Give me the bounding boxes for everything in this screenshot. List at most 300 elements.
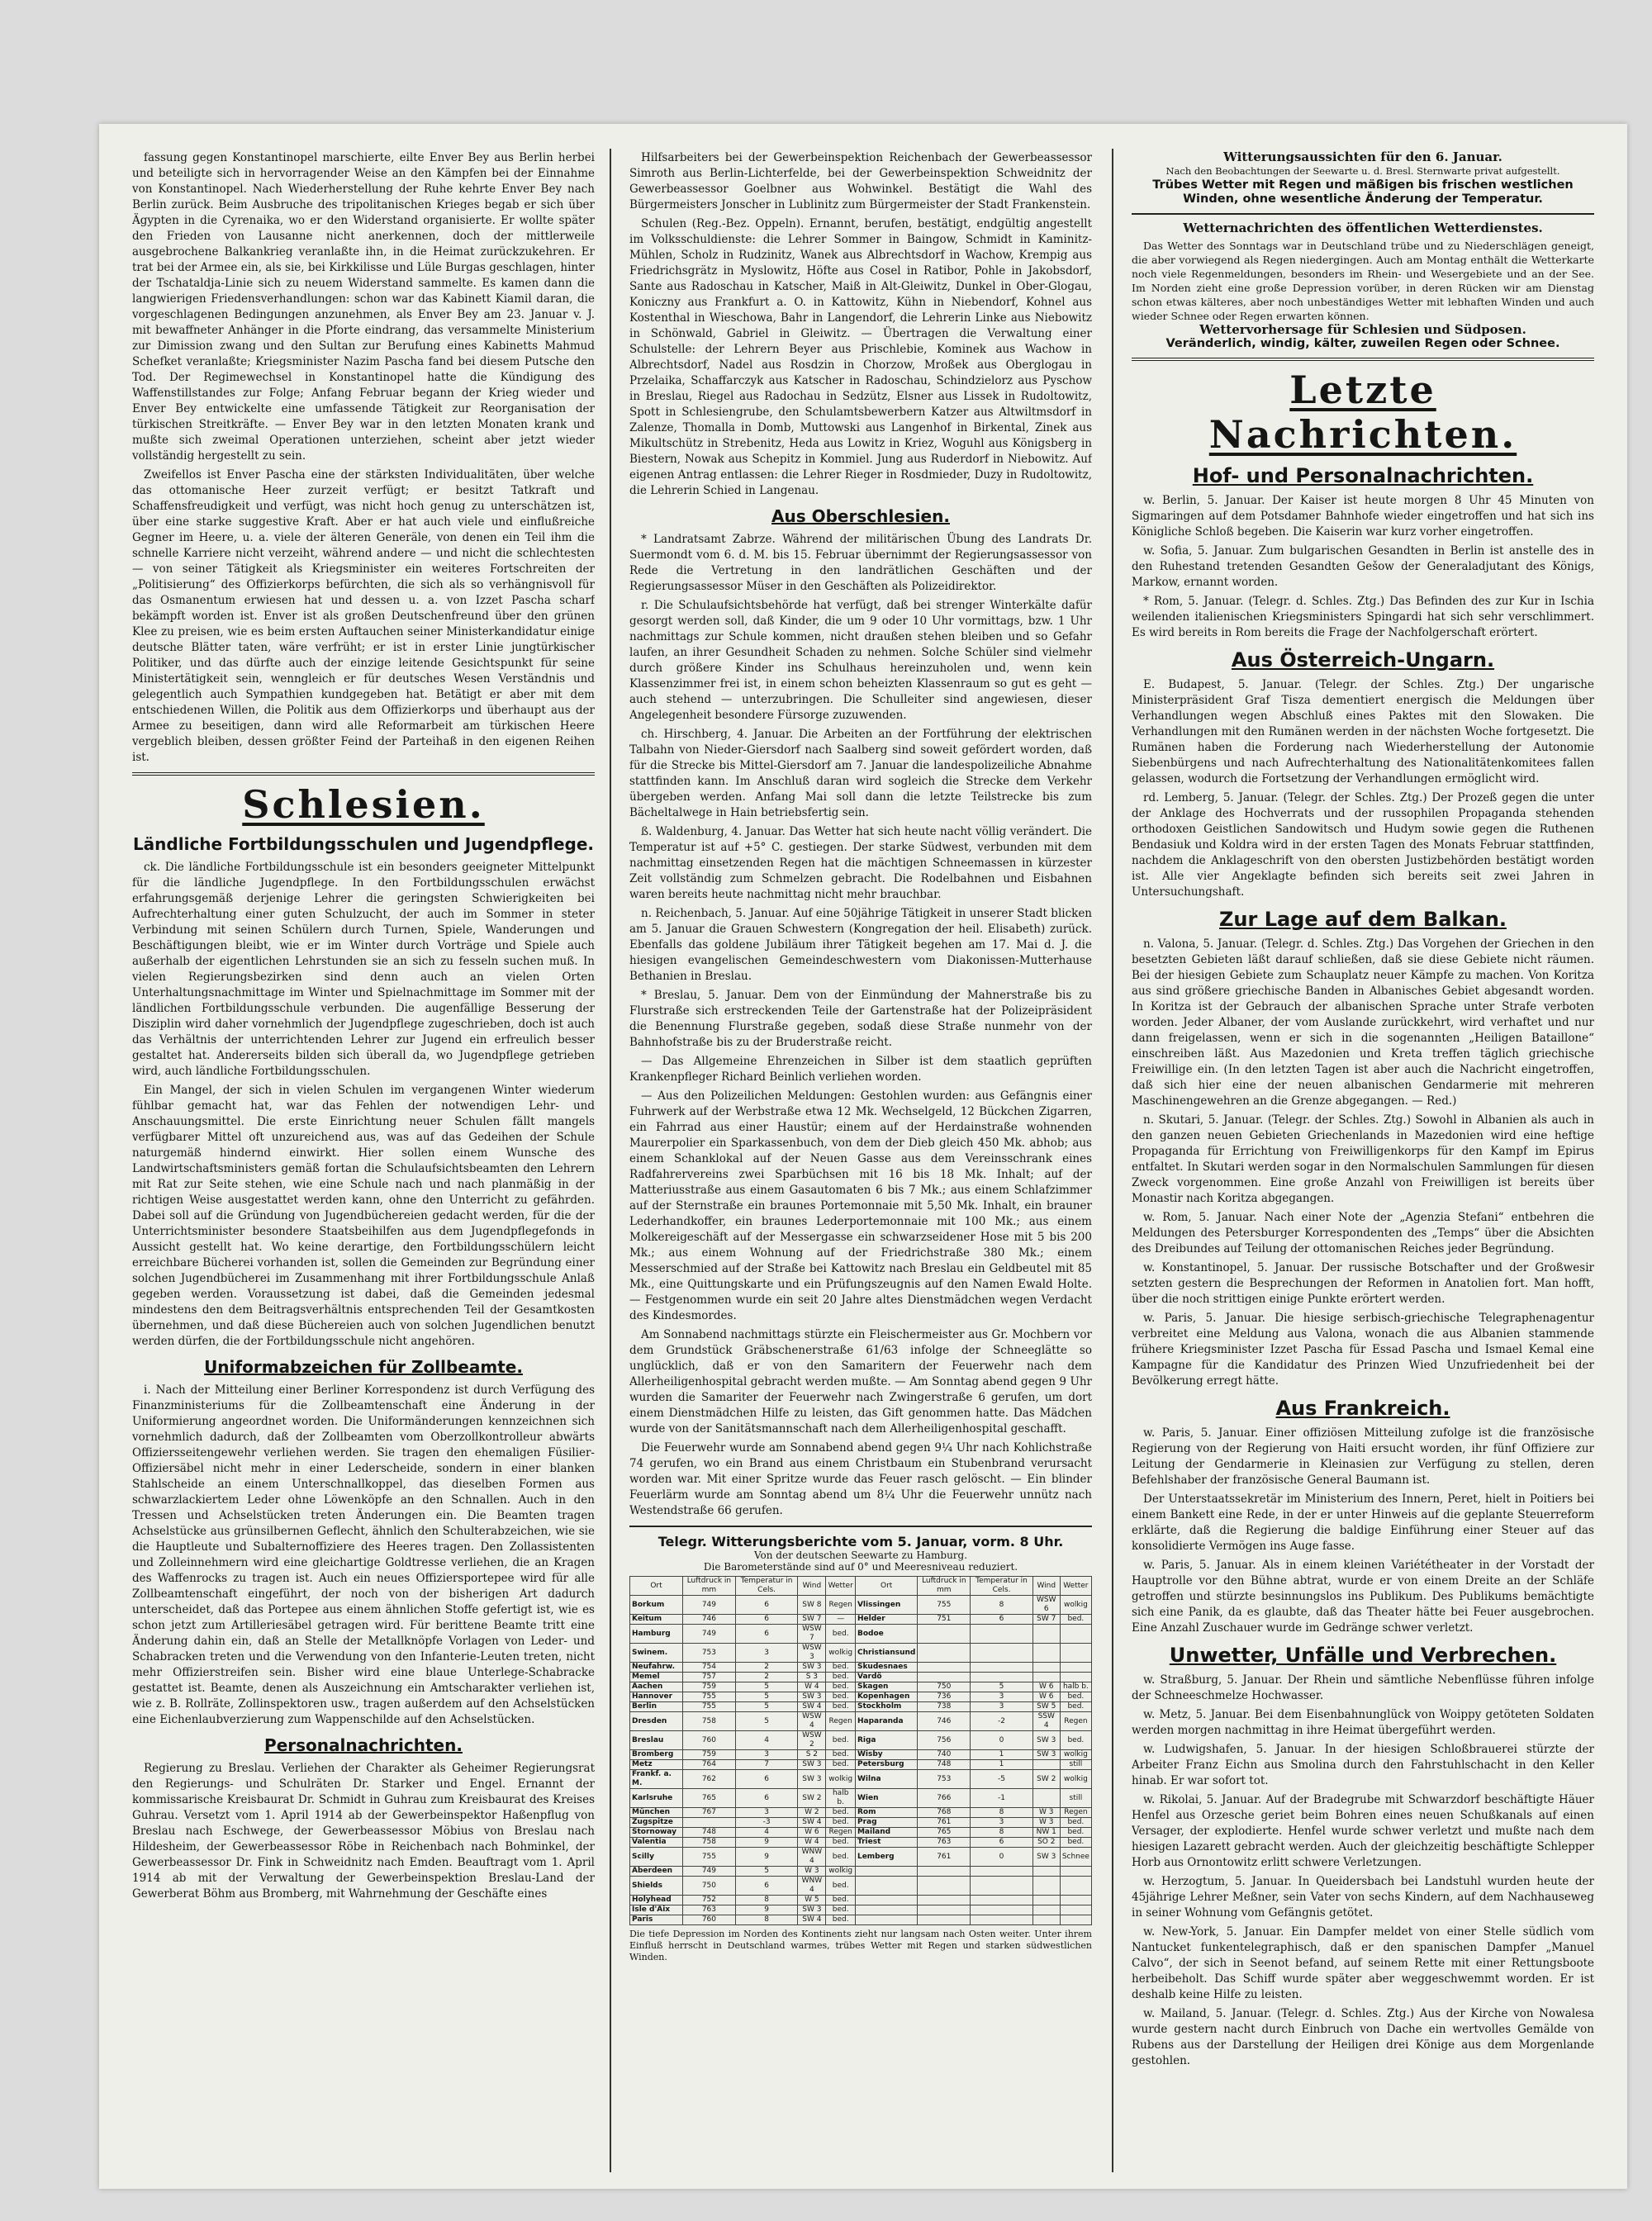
table-cell: wolkig (1060, 1770, 1091, 1789)
table-cell: bed. (1060, 1731, 1091, 1750)
article-paragraph: w. Konstantinopel, 5. Januar. Der russische Botschafter und der Großwesir setzten gestern die Besprechungen der Reformen in Anatolien fort. Man hofft, über die noch strittigen einige Punkte erörtert werden. (1132, 1261, 1594, 1306)
weather-news-title: Wetternachrichten des öffentlichen Wetterdienstes. (1183, 221, 1543, 235)
table-cell: bed. (826, 1673, 856, 1682)
article-headline: Aus Österreich-Ungarn. (1231, 648, 1495, 672)
station-cell: Hamburg (630, 1625, 683, 1644)
weather-forecast-source: Nach den Beobachtungen der Seewarte u. d. Bresl. Sternwarte privat aufgestellt. (1165, 165, 1560, 177)
table-cell (971, 1905, 1032, 1915)
table-cell: Regen (1060, 1712, 1091, 1731)
header-cell: Temperatur in Cels. (735, 1577, 797, 1596)
table-cell: 740 (918, 1750, 971, 1760)
weather-table-note: Die Barometerstände sind auf 0° und Meeresniveau reduziert. (703, 1561, 1018, 1573)
article-paragraph: w. Sofia, 5. Januar. Zum bulgarischen Gesandten in Berlin ist anstelle des in den Ruhestand tretenden Gesandten Gešow der Generaladjutant des Königs, Markow, ernannt worden. (1132, 544, 1594, 589)
table-cell: bed. (826, 1731, 856, 1750)
article-paragraph: * Landratsamt Zabrze. Während der militärischen Übung des Landrats Dr. Suermondt vom 6. d. M. bis 15. Februar übernimmt der Regierungsassessor von Rede die Vertretung in den landrätlichen Geschäften und der Regierungsassessor Müser in den Geschäften als Polizeidirektor. (629, 533, 1092, 593)
table-cell: -1 (971, 1789, 1032, 1808)
table-cell: wolkig (1060, 1750, 1091, 1760)
table-cell (918, 1915, 971, 1925)
table-cell: 748 (682, 1828, 735, 1838)
table-cell: NW 1 (1032, 1828, 1060, 1838)
table-cell: 1 (971, 1760, 1032, 1770)
table-cell: WSW 4 (798, 1712, 826, 1731)
station-cell: Metz (630, 1760, 683, 1770)
weather-table-footnote: Die tiefe Depression im Norden des Kontinents zieht nur langsam nach Osten weiter. Unter ihrem Einfluß herrscht in Deutschland warmes, trübes Wetter mit Regen und starken südwestlichen Winden. (629, 1929, 1092, 1962)
weather-outlook-title: Wettervorhersage für Schlesien und Südposen. (1199, 322, 1526, 337)
station-cell: Wisby (855, 1750, 917, 1760)
station-cell (855, 1867, 917, 1877)
table-row (630, 1896, 1092, 1905)
table-row (630, 1673, 1092, 1682)
section-title: Schlesien. (242, 782, 485, 827)
column-2 (629, 150, 1092, 2174)
table-cell (1032, 1760, 1060, 1770)
table-cell (918, 1896, 971, 1905)
table-cell: still (1060, 1760, 1091, 1770)
table-cell: Regen (1060, 1808, 1091, 1818)
table-cell: 765 (918, 1828, 971, 1838)
table-cell: SW 3 (798, 1905, 826, 1915)
station-cell: Valentia (630, 1838, 683, 1848)
table-cell: SW 4 (798, 1818, 826, 1828)
table-cell: -5 (971, 1770, 1032, 1789)
table-cell: 3 (971, 1818, 1032, 1828)
table-row (630, 1818, 1092, 1828)
header-cell: Wetter (1060, 1577, 1091, 1596)
section-title: Letzte Nachrichten. (1208, 368, 1517, 457)
table-cell: 753 (918, 1770, 971, 1789)
table-cell: Regen (826, 1712, 856, 1731)
column-rule (610, 149, 611, 2172)
table-cell: 5 (735, 1682, 797, 1692)
table-cell: WSW 2 (798, 1731, 826, 1750)
article-headline: Aus Frankreich. (1275, 1397, 1450, 1420)
station-cell: Hannover (630, 1692, 683, 1702)
table-cell: 9 (735, 1838, 797, 1848)
table-cell: bed. (826, 1663, 856, 1673)
table-cell: 758 (682, 1838, 735, 1848)
station-cell: Scilly (630, 1848, 683, 1867)
header-cell: Wetter (826, 1577, 856, 1596)
table-cell (918, 1625, 971, 1644)
table-cell: W 3 (798, 1867, 826, 1877)
table-cell (1060, 1663, 1091, 1673)
header-cell: Wind (798, 1577, 826, 1596)
table-cell: 6 (735, 1877, 797, 1896)
table-cell: 5 (735, 1702, 797, 1712)
station-cell: Haparanda (855, 1712, 917, 1731)
station-cell: München (630, 1808, 683, 1818)
header-cell: Temperatur in Cels. (971, 1577, 1032, 1596)
table-cell: bed. (826, 1702, 856, 1712)
article-paragraph: n. Valona, 5. Januar. (Telegr. d. Schles. Ztg.) Das Vorgehen der Griechen in den besetzten Gebieten läßt darauf schließen, daß sie diese Gebiete nicht räumen. Bei der hiesigen Gebiete zum Schauplatz neuer Kämpfe zu machen. Von Koritza aus sind größere griechische Banden in Albanisches Gebiet abgesandt worden. In Koritza ist der Gebrauch der albanischen Sprache unter Strafe verboten worden. Jeder Albaner, der vom Auslande zurückkehrt, wird verhaftet und nur dann freigelassen, wenn er sich in die sogenannten „Heiligen Bataillone“ einschreiben läßt. Aus Mazedonien und Kreta treffen täglich griechische Freiwillige ein. (In den letzten Tagen ist aber auch die Nachricht eingetroffen, daß sich hier eine der neuen albanischen Gendarmerie mit mehreren Maschinengewehren an die Grenze abgegangen. — Red.) (1132, 937, 1594, 1108)
station-cell: Bromberg (630, 1750, 683, 1760)
station-cell: Neufahrw. (630, 1663, 683, 1673)
table-cell: 755 (682, 1702, 735, 1712)
table-cell: bed. (826, 1818, 856, 1828)
table-cell: 5 (735, 1692, 797, 1702)
station-cell: Karlsruhe (630, 1789, 683, 1808)
table-cell: 736 (918, 1692, 971, 1702)
station-cell: Christiansund (855, 1644, 917, 1663)
article-paragraph: w. Herzogtum, 5. Januar. In Queidersbach bei Landstuhl wurden heute der 45jährige Lehrer Meßner, sein Vater von sechs Kindern, auf dem Nachhauseweg in seiner Wohnung vom Gefängnis getötet. (1132, 1875, 1594, 1920)
table-cell: 761 (918, 1848, 971, 1867)
table-cell: 753 (682, 1644, 735, 1663)
article-paragraph: Hilfsarbeiters bei der Gewerbeinspektion Reichenbach der Gewerbeassessor Simroth aus Berlin-Lichterfelde, bei der Gewerbeinspektion Schweidnitz der Gewerbeassessor Goelbner aus Wohwinkel. Bestätigt die Wahl des Bürgermeisters Jonscher in Lublinitz zum Bürgermeister der Stadt Frankenstein. (629, 151, 1092, 211)
table-cell: W 3 (1032, 1808, 1060, 1818)
table-cell: 9 (735, 1905, 797, 1915)
table-cell: 768 (918, 1808, 971, 1818)
weather-outlook-text: Veränderlich, windig, kälter, zuweilen Regen oder Schnee. (1165, 337, 1560, 350)
table-cell: bed. (826, 1915, 856, 1925)
table-cell: 746 (918, 1712, 971, 1731)
table-cell: bed. (826, 1625, 856, 1644)
table-cell: 766 (918, 1789, 971, 1808)
table-row (630, 1712, 1092, 1731)
station-cell: Riga (855, 1731, 917, 1750)
article-paragraph: Am Sonnabend nachmittags stürzte ein Fleischermeister aus Gr. Mochbern vor dem Grundstück Gräbschenerstraße 61/63 infolge der Schneeglätte so unglücklich, daß er von den Samaritern der Feuerwehr nach dem Allerheiligenhospital gebracht werden mußte. — Am Sonntag abend gegen 9 Uhr wurden die Samariter der Feuerwehr nach Zwingerstraße 6 gerufen, um dort einem Dienstmädchen Hilfe zu leisten, das Gift genommen hatte. Das Mädchen wurde von der Sanitätsmannschaft nach dem Allerheiligenhospital geschafft. (629, 1328, 1092, 1436)
table-cell: 3 (735, 1808, 797, 1818)
table-cell: SW 3 (1032, 1848, 1060, 1867)
table-row (630, 1625, 1092, 1644)
table-cell (1032, 1663, 1060, 1673)
table-cell: 738 (918, 1702, 971, 1712)
table-cell: bed. (1060, 1615, 1091, 1625)
table-cell: bed. (826, 1848, 856, 1867)
table-cell: bed. (826, 1692, 856, 1702)
table-cell (1060, 1915, 1091, 1925)
article-paragraph: Der Unterstaatssekretär im Ministerium des Innern, Peret, hielt in Poitiers bei einem Bankett eine Rede, in der er unter Hinweis auf die geplante Steuerreform erklärte, daß die Regierung die baldige Einführung einer Steuer auf das konsolidierte Vermögen ins Auge fasse. (1132, 1493, 1594, 1553)
article-paragraph: E. Budapest, 5. Januar. (Telegr. der Schles. Ztg.) Der ungarische Ministerpräsident Graf Tisza dementiert energisch die Meldungen über Verhandlungen wegen Abschluß eines Paktes mit den Slowaken. Die Verhandlungen mit den Rumänen werden in der nächsten Woche fortgesetzt. Die Rumänen haben die Forderung nach Wiederherstellung der Autonomie Siebenbürgens und nach Aufrechterhaltung des Nationalitätenkomitees fallen gelassen, wodurch die Fortsetzung der Verhandlungen ermöglicht wird. (1132, 678, 1594, 785)
station-cell: Stockholm (855, 1702, 917, 1712)
table-cell (971, 1663, 1032, 1673)
table-cell: 0 (971, 1848, 1032, 1867)
weather-table-body (630, 1596, 1092, 1925)
table-cell: 6 (735, 1770, 797, 1789)
article-paragraph: w. Straßburg, 5. Januar. Der Rhein und sämtliche Nebenflüsse führen infolge der Schneeschmelze Hochwasser. (1132, 1673, 1594, 1702)
table-cell: 754 (682, 1663, 735, 1673)
article-paragraph: n. Reichenbach, 5. Januar. Auf eine 50jährige Tätigkeit in unserer Stadt blicken am 5. Januar die Grauen Schwestern (Kongregation der heil. Elisabeth) zurück. Ebenfalls das goldene Jubiläum ihrer Tätigkeit begehen am 17. Mai d. J. die hiesigen evangelischen Gemeindeschwestern vom Diakonissen-Mutterhause Bethanien in Breslau. (629, 907, 1092, 983)
table-cell: Schnee (1060, 1848, 1091, 1867)
station-cell: Borkum (630, 1596, 683, 1615)
table-cell (971, 1644, 1032, 1663)
table-cell: SW 8 (798, 1596, 826, 1615)
article-paragraph: w. Paris, 5. Januar. Als in einem kleinen Variététheater in der Vorstadt der Hauptrolle vor den Bühne abtrat, wurde er von einem Dreite an der Schläfe getroffen und stürzte besinnungslos ins Publikum. Des Publikums bemächtigte sich eine Panik, da es glaubte, daß das Theater hätte bei Feuer ausgebrochen. Eine Anzahl Zuschauer wurde im Gedränge schwer verletzt. (1132, 1559, 1594, 1635)
table-row (630, 1915, 1092, 1925)
table-cell: bed. (826, 1838, 856, 1848)
table-cell: bed. (826, 1760, 856, 1770)
table-cell: SW 3 (1032, 1731, 1060, 1750)
section-rule (1132, 213, 1594, 215)
table-cell: WSW 7 (798, 1625, 826, 1644)
column-rule (1112, 149, 1113, 2172)
table-cell: W 6 (1032, 1682, 1060, 1692)
table-cell: 755 (682, 1848, 735, 1867)
table-cell: halb b. (1060, 1682, 1091, 1692)
article-headline: Personalnachrichten. (264, 1735, 463, 1755)
column-1 (132, 150, 595, 2174)
table-cell: 9 (735, 1848, 797, 1867)
station-cell: Breslau (630, 1731, 683, 1750)
station-cell: Keitum (630, 1615, 683, 1625)
table-row (630, 1682, 1092, 1692)
station-cell: Vardö (855, 1673, 917, 1682)
table-cell: SW 2 (1032, 1770, 1060, 1789)
article-headline: Hof- und Personalnachrichten. (1192, 464, 1534, 487)
table-cell (971, 1915, 1032, 1925)
article-paragraph: — Aus den Polizeilichen Meldungen: Gestohlen wurden: aus Gefängnis einer Fuhrwerk auf der Werbstraße etwa 12 Mk. Wechselgeld, 12 Bückchen Zigarren, ein Fahrrad aus einer Haustür; einem auf der Herdainstraße wohnenden Maurerpolier ein Sparkassenbuch, von dem der Dieb gleich 450 Mk. abhob; aus einem Schanklokal auf der Neuen Gasse aus dem Vereinsschrank eines Radfahrervereins zwei Sparbüchsen mit 16 bis 18 Mk. Inhalt; auf der Matteriusstraße aus einem Gasautomaten 6 bis 7 Mk.; aus einem Schlafzimmer auf der Sternstraße ein braunes Portemonnaie mit 5,50 Mk. Inhalt, ein brauner Lederhandkoffer, ein braunes Lederportemonnaie mit 100 Mk.; aus einem Molkereigeschäft auf der Messergasse ein schwarzseidener Hose mit 5 bis 200 Mk.; aus einem Wohnung auf der Friedrichstraße 380 Mk.; einem Messerschmied auf der Straße bei Kattowitz nach Breslau ein Geldbeutel mit 85 Mk., eine Quittungskarte und ein Prüfungszeugnis auf den Namen Ewald Holte. — Festgenommen wurde ein seit 20 Jahre altes Dienstmädchen wegen Verdacht des Kindesmordes. (629, 1089, 1092, 1322)
table-cell: W 3 (1032, 1818, 1060, 1828)
station-cell: Shields (630, 1877, 683, 1896)
article-paragraph: w. Ludwigshafen, 5. Januar. In der hiesigen Schloßbrauerei stürzte der Arbeiter Franz Eichn aus Smolina durch den Fahrstuhlschacht in den Keller hinab. Er war sofort tot. (1132, 1743, 1594, 1787)
article-headline: Uniformabzeichen für Zollbeamte. (204, 1357, 523, 1377)
table-row (630, 1615, 1092, 1625)
table-cell: bed. (1060, 1702, 1091, 1712)
table-cell: 755 (918, 1596, 971, 1615)
table-cell (1060, 1673, 1091, 1682)
station-cell: Triest (855, 1838, 917, 1848)
article-paragraph: w. Rom, 5. Januar. Nach einer Note der „Agenzia Stefani“ entbehren die Meldungen des Petersburger Korrespondenten des „Temps“ über die Absichten des Dreibundes auf Teilung der ottomanischen Reiches jeder Begründung. (1132, 1211, 1594, 1255)
table-cell: SW 2 (798, 1789, 826, 1808)
table-cell: 746 (682, 1615, 735, 1625)
station-cell: Paris (630, 1915, 683, 1925)
table-cell (1032, 1896, 1060, 1905)
article-paragraph: w. Paris, 5. Januar. Einer offiziösen Mitteilung zufolge ist die französische Regierung von der Regierung von Haiti ersucht worden, ihr fünf Offiziere zur Leitung der Gendarmerie in Kleinasien zur Verfügung zu stellen, deren Befehlshaber der französische General Baumann ist. (1132, 1426, 1594, 1487)
table-row (630, 1838, 1092, 1848)
table-row (630, 1828, 1092, 1838)
table-cell: 8 (735, 1896, 797, 1905)
station-cell: Aachen (630, 1682, 683, 1692)
station-cell (855, 1877, 917, 1896)
station-cell: Skudesnaes (855, 1663, 917, 1673)
weather-table (629, 1576, 1092, 1925)
station-cell: Stornoway (630, 1828, 683, 1838)
table-row (630, 1692, 1092, 1702)
table-cell: 3 (735, 1750, 797, 1760)
table-cell: W 2 (798, 1808, 826, 1818)
header-cell: Luftdruck in mm (682, 1577, 735, 1596)
station-cell: Wien (855, 1789, 917, 1808)
section-rule (629, 1526, 1092, 1527)
article-paragraph: Schulen (Reg.-Bez. Oppeln). Ernannt, berufen, bestätigt, endgültig angestellt im Volksschuldienste: die Lehrer Sommer in Baingow, Schmidt in Kaminitz-Mühlen, Scholz in Rudzinitz, Wanek aus Albrechtsdorf in Wachow, Krempig aus Friedrichsgrätz in Myslowitz, Höfte aus Cosel in Ratibor, Pohle in Jakobsdorf, Sante aus Radoschau in Katscher, Maiß in Alt-Gleiwitz, Dunkel in Ober-Glogau, Koniczny aus Frankfurt a. O. in Kattowitz, Kühn in Niebendorf, Kohnel aus Kostenthal in Wieschowa, Bahr in Langendorf, die Lehrerin Linke aus Niebowitz in Schönwald, Gabriel in Gleiwitz. — Übertragen die Verwaltung einer Schulstelle: der Lehrern Beyer aus Prischlebie, Kominek aus Wachow in Albrechtsdorf, Nadel aus Rosdzin in Chorzow, Mroßek aus Oberglogau in Przelaika, Schaffarczyk aus Katscher in Radoschau, Schindzielorz aus Pyschow in Breslau, Riegel aus Radochau in Sedzütz, Elsner aus Lissek in Rudoltowitz, Spott in Schlesiengrube, den Schulamtsbewerbern Katzer aus Altwiltmsdorf in Zalenze, Thomalla in Domb, Muttowski aus Langenhof in Birkental, Zinek aus Mikultschütz in Strebenitz, Heda aus Lowitz in Kriez, Woguhl aus Königsberg in Biestern, Nowak aus Schepitz in Kommiel. Jung aus Ruderdorf in Niebowitz. Auf eigenen Antrag entlassen: die Lehrer Rieger in Rosdmieder, Duzy in Rudoltowitz, die Lehrerin Schied in Langenau. (629, 217, 1092, 497)
table-cell (918, 1644, 971, 1663)
table-cell: 6 (735, 1596, 797, 1615)
station-cell: Bodoe (855, 1625, 917, 1644)
article-paragraph: Die Feuerwehr wurde am Sonnabend abend gegen 9¼ Uhr nach Kohlichstraße 74 gerufen, wo ein Brand aus einem Christbaum ein Stubenbrand verursacht worden war. Mit einer Spritze wurde das Feuer rasch gelöscht. — Ein blinder Feuerlärm wurde am Sonntag abend um 8¼ Uhr die Feuerwehr unnütz nach Westendstraße 66 gerufen. (629, 1441, 1092, 1517)
station-cell: Holyhead (630, 1896, 683, 1905)
table-cell: W 6 (1032, 1692, 1060, 1702)
article-paragraph: Zweifellos ist Enver Pascha eine der stärksten Individualitäten, über welche das ottomanische Heer zurzeit verfügt; er besitzt Tatkraft und Schaffensfreudigkeit und verfügt, was nicht hoch genug zu unterschätzen ist, über eine starke suggestive Kraft. Aber er hat auch viele und einflußreiche Gegner im Heere, u. a. viele der älteren Generäle, von denen ein Teil ihm die schnelle Karriere nicht verzeiht, während andere — und nicht die schlechtesten — von seiner Tätigkeit als Kriegsminister ein weiteres Fortschreiten der „Politisierung“ des Offizierkorps befürchten, die sich als so verhängnisvoll für das Osmanentum erwiesen hat und dessen u. a. von Izzet Pascha scharf bekämpft worden ist. Enver ist als großen Deutschenfreund über den grünen Klee zu preisen, wie es beim ersten Auftauchen seiner Ministerkandidatur einige deutsche Blätter taten, wäre verfrüht; er ist in erster Linie jungtürkischer Politiker, und das dürfte auch der einzige leitende Gesichtspunkt für seine Ministertätigkeit sein, wenngleich er für deutsches Wesen Verständnis und gelegentlich auch Sympathien kundgegeben hat. Betätigt er aber mit dem entschiedenen Willen, die Politik aus dem Offizierkorps und überhaupt aus der Armee zu beseitigen, dann wird alle Reformarbeit am türkischen Heere vergeblich bleiben, dessen größter Feind der Parteihaß in den eigenen Reihen ist. (132, 468, 595, 764)
table-cell (682, 1818, 735, 1828)
table-cell: 749 (682, 1625, 735, 1644)
weather-forecast-text: Trübes Wetter mit Regen und mäßigen bis frischen westlichen Winden, ohne wesentliche Änderung der Temperatur. (1152, 178, 1574, 206)
table-cell: 748 (918, 1760, 971, 1770)
article-paragraph: w. Paris, 5. Januar. Die hiesige serbisch-griechische Telegraphenagentur verbreitet eine Meldung aus Valona, wonach die aus Albanien stammende frühere Kriegsminister Izzet Pascha für Essad Pascha und Ismael Kemal eine Kampagne für die Kandidatur des Prinzen Wied Unzufriedenheit bei der Bevölkerung erregt hätte. (1132, 1312, 1594, 1388)
table-cell: 6 (735, 1625, 797, 1644)
table-cell (971, 1625, 1032, 1644)
table-cell: SSW 4 (1032, 1712, 1060, 1731)
table-cell: bed. (826, 1750, 856, 1760)
table-cell: 4 (735, 1828, 797, 1838)
table-cell: 752 (682, 1896, 735, 1905)
article-paragraph: — Das Allgemeine Ehrenzeichen in Silber ist dem staatlich geprüften Krankenpfleger Richard Beinlich verliehen worden. (629, 1055, 1092, 1084)
table-cell (1060, 1644, 1091, 1663)
table-cell: bed. (826, 1808, 856, 1818)
table-cell (1060, 1905, 1091, 1915)
table-cell (1032, 1625, 1060, 1644)
table-cell: 8 (971, 1808, 1032, 1818)
table-cell: 1 (971, 1750, 1032, 1760)
header-cell: Ort (855, 1577, 917, 1596)
table-cell: W 5 (798, 1896, 826, 1905)
table-cell: SO 2 (1032, 1838, 1060, 1848)
table-cell: 749 (682, 1596, 735, 1615)
table-cell: 3 (735, 1644, 797, 1663)
table-cell: SW 3 (798, 1760, 826, 1770)
station-cell: Kopenhagen (855, 1692, 917, 1702)
table-row (630, 1702, 1092, 1712)
table-cell: WSW 6 (1032, 1596, 1060, 1615)
article-headline: Ländliche Fortbildungsschulen und Jugendpflege. (132, 834, 595, 854)
header-cell: Ort (630, 1577, 683, 1596)
table-cell: -2 (971, 1712, 1032, 1731)
table-cell: bed. (1060, 1838, 1091, 1848)
table-cell: 6 (971, 1838, 1032, 1848)
table-row (630, 1770, 1092, 1789)
station-cell: Helder (855, 1615, 917, 1625)
table-cell: 2 (735, 1663, 797, 1673)
table-cell: 749 (682, 1867, 735, 1877)
table-cell: WNW 4 (798, 1848, 826, 1867)
table-cell: 755 (682, 1692, 735, 1702)
table-cell (1032, 1789, 1060, 1808)
table-cell: 757 (682, 1673, 735, 1682)
table-cell: 4 (735, 1731, 797, 1750)
table-row (630, 1877, 1092, 1896)
table-cell: bed. (826, 1877, 856, 1896)
table-cell: bed. (1060, 1828, 1091, 1838)
table-row (630, 1760, 1092, 1770)
article-paragraph: w. Metz, 5. Januar. Bei dem Eisenbahnunglück von Woippy getöteten Soldaten werden morgen nachmittag in ihre Heimat übergeführt werden. (1132, 1708, 1594, 1737)
table-cell: WSW 3 (798, 1644, 826, 1663)
table-row (630, 1663, 1092, 1673)
table-cell: 763 (682, 1905, 735, 1915)
table-cell (918, 1905, 971, 1915)
table-cell: bed. (1060, 1692, 1091, 1702)
article-headline: Unwetter, Unfälle und Verbrechen. (1169, 1644, 1557, 1667)
table-cell: SW 5 (1032, 1702, 1060, 1712)
article-headline: Aus Oberschlesien. (771, 506, 950, 526)
table-cell: — (826, 1615, 856, 1625)
table-cell (1032, 1877, 1060, 1896)
table-cell: bed. (826, 1896, 856, 1905)
header-cell: Luftdruck in mm (918, 1577, 971, 1596)
station-cell: Zugspitze (630, 1818, 683, 1828)
table-cell: halb b. (826, 1789, 856, 1808)
table-cell: 764 (682, 1760, 735, 1770)
table-cell: bed. (826, 1905, 856, 1915)
table-cell: W 4 (798, 1682, 826, 1692)
section-rule (1132, 358, 1594, 361)
table-cell: 6 (971, 1615, 1032, 1625)
table-cell (1032, 1867, 1060, 1877)
table-cell: 8 (971, 1596, 1032, 1615)
table-cell (971, 1867, 1032, 1877)
table-row (630, 1808, 1092, 1818)
table-cell (918, 1673, 971, 1682)
table-cell: SW 3 (1032, 1750, 1060, 1760)
article-paragraph: * Rom, 5. Januar. (Telegr. d. Schles. Ztg.) Das Befinden des zur Kur in Ischia weilenden italienischen Kriegsministers Spingardi hat sich sehr verschlimmert. Es wird bereits in Rom bereits die Frage der Nachfolgerschaft erörtert. (1132, 595, 1594, 639)
table-cell: W 6 (798, 1828, 826, 1838)
table-cell: 8 (735, 1915, 797, 1925)
table-cell: wolkig (1060, 1596, 1091, 1615)
article-paragraph: w. Berlin, 5. Januar. Der Kaiser ist heute morgen 8 Uhr 45 Minuten von Sigmaringen auf dem Potsdamer Bahnhofe wieder eingetroffen und hat sich ins Königliche Schloß begeben. Die Kaiserin war kurz vorher eingetroffen. (1132, 494, 1594, 539)
table-cell: 6 (735, 1789, 797, 1808)
table-cell: 761 (918, 1818, 971, 1828)
table-row (630, 1905, 1092, 1915)
table-cell: wolkig (826, 1644, 856, 1663)
table-cell: 5 (735, 1712, 797, 1731)
table-cell: SW 3 (798, 1770, 826, 1789)
table-cell: -3 (735, 1818, 797, 1828)
article-paragraph: Ein Mangel, der sich in vielen Schulen im vergangenen Winter wiederum fühlbar gemacht hat, war das Fehlen der notwendigen Lehr- und Anschauungsmittel. Die erste Einrichtung neuer Schulen fällt mangels verfügbarer Mittel oft unzureichend aus, was auf das Gedeihen der Schule naturgemäß hindernd einwirkt. Hier sollen einem Wunsche des Landwirtschaftsministers gemäß fortan die Schulaufsichtsbeamten den Lehrern mit Rat zur Seite stehen, wie eine Schule nach und nach planmäßig in der richtigen Weise ausgestattet werden kann, ohne den Unterricht zu gefährden. Dabei soll auf die Gründung von Jugendbüchereien gedacht werden, für die der Unterrichtsminister besondere Staatsbeihilfen aus dem Jugendpflegefonds in Aussicht gestellt hat. Wo keine derartige, den Fortbildungsschülern leicht erreichbare Bücherei vorhanden ist, sollen die Gemeinden zur Begründung einer solchen Jugendbücherei im Zusammenhang mit ihrer Fortbildungsschule Anlaß gegeben werden. Voraussetzung ist dabei, daß die Gemeinden jedesmal mindestens den dem Beitragsverhältnis entsprechenden Teil der Gesamtkosten übernehmen, und daß diese Büchereien auch von solchen Jugendlichen benutzt werden dürfen, die der Fortbildungsschule nicht angehören. (132, 1084, 595, 1348)
table-cell: WNW 4 (798, 1877, 826, 1896)
table-cell (918, 1663, 971, 1673)
weather-news-text: Das Wetter des Sonntags war in Deutschland trübe und zu Niederschlägen geneigt, die aber vorwiegend als Regen niedergingen. Auch am Montag enthält die Wetterkarte noch viele Regenmeldungen, besonders im Rhein- und Wesergebiete und an der See. Im Norden zieht eine große Depression vorüber, in deren Rücken wir am Dienstag schon etwas kälteres, aber noch unbeständiges Wetter mit lebhaften Winden und auch wieder Schnee oder Regen erwarten können. (1132, 240, 1594, 322)
article-paragraph: fassung gegen Konstantinopel marschierte, eilte Enver Bey aus Berlin herbei und beteiligte sich in hervorragender Weise an den Kämpfen bei der Einnahme von Konstantinopel. Nach Wiederherstellung der Ruhe kehrte Enver Bey nach Berlin zurück. Beim Ausbruche des tripolitanischen Krieges begab er sich über Ägypten in die Cyrenaika, wo er den Widerstand organisierte. Er wollte später den Frieden von Lausanne nicht anerkennen, doch der mittlerweile ausgebrochene Balkankrieg veranlaßte ihn, in die Heimat zurückzukehren. Er trat bei der Armee ein, als sie, bei Kirkkilisse und Lüle Burgas geschlagen, hinter der Tschataldja-Linie sich zu neuem Widerstand sammelte. Es kamen dann die langwierigen Friedensverhandlungen: schon war das Kabinett Kiamil daran, die vorgeschlagenen Bedingungen anzunehmen, als Enver Bey am 23. Januar v. J. mit bewaffneter Anhänger in die Pforte eindrang, das versammelte Ministerium zur Dimission zwang und den Sultan zur Berufung eines Kabinetts Mahmud Schefket veranlaßte; Kriegsminister Nazim Pascha fand bei diesem Putsche den Tod. Der Regimewechsel in Konstantinopel hatte die Kündigung des Waffenstillstandes zur Folge; Anfang Februar begann der Krieg wieder und Enver Bey entwickelte eine umfassende Tätigkeit zur Reorganisation der türkischen Streitkräfte. — Enver Bey war in den letzten Monaten krank und mußte sich zweimal Operationen unterziehen, scheint aber jetzt wieder vollständig hergestellt zu sein. (132, 151, 595, 463)
table-cell: SW 7 (1032, 1615, 1060, 1625)
table-row (630, 1848, 1092, 1867)
table-cell: 8 (971, 1828, 1032, 1838)
table-cell: 751 (918, 1615, 971, 1625)
header-cell: Wind (1032, 1577, 1060, 1596)
table-cell: 759 (682, 1682, 735, 1692)
article-paragraph: * Breslau, 5. Januar. Dem von der Einmündung der Mahnerstraße bis zu Flurstraße sich erstreckenden Teile der Gartenstraße hat der Polizeipräsident die Benennung Flurstraße gegeben, sodaß diese Straße nunmehr von der Bahnhofstraße bis zu der Bruderstraße reicht. (629, 989, 1092, 1049)
station-cell: Frankf. a. M. (630, 1770, 683, 1789)
article-headline: Zur Lage auf dem Balkan. (1219, 908, 1507, 931)
table-cell: bed. (826, 1682, 856, 1692)
table-cell: 750 (682, 1877, 735, 1896)
table-cell (1032, 1644, 1060, 1663)
article-paragraph: r. Die Schulaufsichtsbehörde hat verfügt, daß bei strenger Winterkälte dafür gesorgt werden soll, daß Kinder, die um 9 oder 10 Uhr vormittags, bzw. 1 Uhr nachmittags zur Schule kommen, nicht draußen stehen bleiben und so Gefahr laufen, an ihrer Gesundheit Schaden zu nehmen. Solche Schüler sind vielmehr durch größere Kinder ins Schulhaus hereinzuholen und, wenn kein Klassenzimmer frei ist, in einem schon beheizten Klassenraum so gut es geht — auch stehend — unterzubringen. Die Schulleiter sind angewiesen, dieser Angelegenheit besondere Fürsorge zuzuwenden. (629, 599, 1092, 722)
article-paragraph: ck. Die ländliche Fortbildungsschule ist ein besonders geeigneter Mittelpunkt für die ländliche Jugendpflege. In den Fortbildungsschulen erwächst erfahrungsgemäß derjenige Lehrer die geringsten Schwierigkeiten bei Aufrechterhaltung einer guten Schulzucht, der auch im Sommer in steter Verbindung mit seinen Schülern durch Turnen, Spiele, Wanderungen und Beschäftigungen bleibt, wie er im Winter durch Vorträge und Spiele auch außerhalb der eigentlichen Lehrstunden sie an sich zu fesseln suchen muß. In vielen Regierungsbezirken sind denn auch an vielen Orten Unterhaltungsnachmittage im Winter und Spielnachmittage im Sommer mit der ländlichen Fortbildungsschule verbunden. Die augenfällige Besserung der Disziplin wird daher vornehmlich der Jugendpflege zugeschrieben, doch ist auch das Verhältnis der unterrichtenden Lehrer zur Jugend ein erfreulich besser gestaltet hat. Andererseits bilden sich überall da, wo Jugendpflege getrieben wird, auch ländliche Fortbildungsschulen. (132, 861, 595, 1078)
newspaper-page (99, 124, 1627, 2189)
table-cell: S 2 (798, 1750, 826, 1760)
article-paragraph: w. Rikolai, 5. Januar. Auf der Bradegrube mit Schwarzdorf beschäftigte Häuer Henfel aus Orzesche geriet beim Bohren eines neuen Schußkanals auf einen Versager, der explodierte. Henfel wurde schwer verletzt und mußte nach dem hiesigen Lazarett gebracht werden. Auch der gleichzeitig beschäftigte Schlepper Horb aus Ornontowitz erlitt schwere Verletzungen. (1132, 1793, 1594, 1869)
station-cell: Mailand (855, 1828, 917, 1838)
table-cell: Regen (826, 1596, 856, 1615)
article-paragraph: ß. Waldenburg, 4. Januar. Das Wetter hat sich heute nacht völlig verändert. Die Temperatur ist auf +5° C. gestiegen. Der starke Südwest, verbunden mit dem nachmittag einsetzenden Regen hat die mächtigen Schneemassen in kürzester Zeit vollständig zum Schmelzen gebracht. Die Rodelbahnen und Eisbahnen waren bereits heute nachmittag nicht mehr brauchbar. (629, 825, 1092, 901)
station-cell: Skagen (855, 1682, 917, 1692)
weather-table-title: Telegr. Witterungsberichte vom 5. Januar, vorm. 8 Uhr. (657, 1534, 1064, 1549)
table-row (630, 1789, 1092, 1808)
table-cell (918, 1867, 971, 1877)
table-cell: SW 4 (798, 1702, 826, 1712)
table-cell: 3 (971, 1702, 1032, 1712)
table-cell (971, 1673, 1032, 1682)
table-cell: still (1060, 1789, 1091, 1808)
table-cell: 760 (682, 1915, 735, 1925)
station-cell: Prag (855, 1818, 917, 1828)
station-cell: Swinem. (630, 1644, 683, 1663)
table-cell: 767 (682, 1808, 735, 1818)
article-paragraph: Regierung zu Breslau. Verliehen der Charakter als Geheimer Regierungsrat den Regierungs- und Schulräten Dr. Starker und Engel. Ernannt der kommissarische Kreisbaurat Dr. Schmidt in Guhrau zum Kreisbaurat des Kreises Guhrau. Versetzt vom 1. April 1914 ab der Gewerbeinspektor Haßenpflug von Breslau nach Eschwege, der Gewerbeassessor Möbius von Breslau nach Hildesheim, der Gewerbeassessor Röbe in Reichenbach nach Bohminkel, der Gewerbeassessor Dr. Fink in Schweidnitz nach Emden. Beauftragt vom 1. April 1914 ab mit der Verwaltung der Gewerbeinspektion Breslau-Land der Gewerberat Böhm aus Bromberg, mit Wahrnehmung der Geschäfte eines (132, 1762, 595, 1901)
table-cell: 758 (682, 1712, 735, 1731)
table-cell: 6 (735, 1615, 797, 1625)
table-row (630, 1731, 1092, 1750)
weather-forecast-box (1132, 150, 1594, 351)
table-cell: 3 (971, 1692, 1032, 1702)
table-cell: 765 (682, 1789, 735, 1808)
